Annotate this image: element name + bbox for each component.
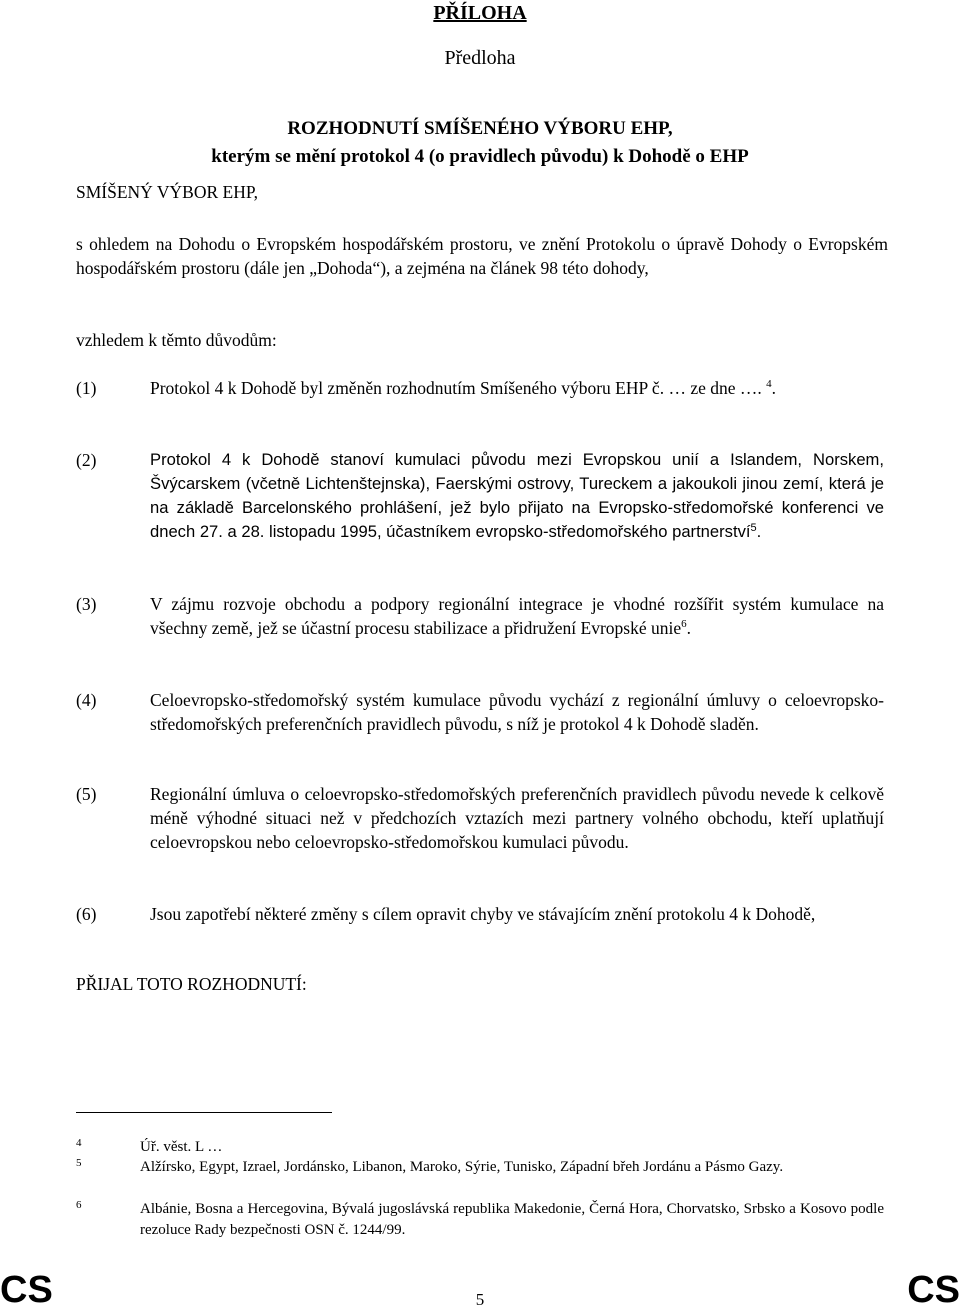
footnote-separator (76, 1112, 332, 1113)
recital-text: Regionální úmluva o celoevropsko-středomořských preferenčních pravidlech původu nevede k celkově méně výhodné situaci než v předchozích vztazích mezi partnery volného obchodu, kteří uplatňují celoevropskou nebo celoevropsko-středomořskou kumulaci původu. (150, 784, 884, 852)
language-code-left: CS (0, 1269, 53, 1311)
footnote-number: 6 (76, 1199, 82, 1211)
decision-title-line-1: ROZHODNUTÍ SMÍŠENÉHO VÝBORU EHP, (287, 118, 673, 139)
recital-number: (3) (76, 594, 97, 614)
recital-text (150, 376, 884, 400)
page-number: 5 (475, 1290, 485, 1309)
footnote-number: 4 (76, 1137, 82, 1149)
committee-heading: SMÍŠENÝ VÝBOR EHP, (76, 182, 259, 202)
footnote-ref[interactable]: 5 (750, 522, 757, 534)
footnote-text: Albánie, Bosna a Hercegovina, Bývalá jugoslávská republika Makedonie, Černá Hora, Chorvatsko, Srbsko a Kosovo podle rezoluce Rady bezpečnosti OSN č. 1244/99. (140, 1201, 884, 1238)
recital-text-body: V zájmu rozvoje obchodu a podpory regionální integrace je vhodné rozšířit systém kumulace na všechny země, jež se účastní procesu stabilizace a přidružení Evropské unie (150, 594, 884, 638)
recital-text-end: . (756, 522, 762, 541)
adopted-heading: PŘIJAL TOTO ROZHODNUTÍ: (76, 974, 307, 994)
whereas-heading: vzhledem k těmto důvodům: (76, 330, 277, 350)
footnote-ref[interactable]: 4 (766, 378, 772, 390)
language-code-right: CS (907, 1269, 960, 1311)
recital-text-end: . (686, 618, 691, 638)
recital-text-end: . (771, 378, 777, 398)
draft-label: Předloha (444, 47, 516, 69)
footnote-number: 5 (76, 1157, 82, 1169)
annex-heading: PŘÍLOHA (433, 2, 527, 24)
recital-text (150, 448, 884, 544)
decision-title-line-2: kterým se mění protokol 4 (o pravidlech původu) k Dohodě o EHP (211, 146, 749, 167)
footnote-text: Úř. věst. L … (140, 1139, 223, 1155)
recital-number: (4) (76, 690, 97, 710)
recital-number: (2) (76, 450, 97, 470)
recital-text-body: Protokol 4 k Dohodě byl změněn rozhodnutím Smíšeného výboru EHP č. … ze dne …. (150, 378, 767, 398)
decision-title (0, 115, 960, 171)
recital-number: (1) (76, 378, 97, 398)
recital-number: (5) (76, 784, 97, 804)
recital-text (150, 592, 884, 640)
recital-text: Celoevropsko-středomořský systém kumulace původu vychází z regionální úmluvy o celoevropsko-středomořských preferenčních pravidlech původu, s níž je protokol 4 k Dohodě sladěn. (150, 690, 884, 734)
recital-number: (6) (76, 904, 97, 924)
footnote-text: Alžírsko, Egypt, Izrael, Jordánsko, Libanon, Maroko, Sýrie, Tunisko, Západní břeh Jordánu a Pásmo Gazy. (140, 1159, 784, 1175)
recital-text: Jsou zapotřebí některé změny s cílem opravit chyby ve stávajícím znění protokolu 4 k Dohodě, (150, 904, 816, 924)
having-regard-paragraph: s ohledem na Dohodu o Evropském hospodářském prostoru, ve znění Protokolu o úpravě Dohody o Evropském hospodářském prostoru (dále jen „Dohoda“), a zejména na článek 98 této dohody, (76, 234, 888, 278)
recital-text-body: Protokol 4 k Dohodě stanoví kumulaci původu mezi Evropskou unií a Islandem, Norskem, Švýcarskem (včetně Lichtenštejnska), Faerskými ostrovy, Tureckem a jakoukoli jinou zemí, která je na základě Barcelonského prohlášení, jež bylo přijato na Evropsko-středomořské konferenci ve dnech 27. a 28. listopadu 1995, účastníkem evropsko-středomořského partnerství (150, 450, 884, 541)
footnote-ref[interactable]: 6 (681, 618, 687, 630)
